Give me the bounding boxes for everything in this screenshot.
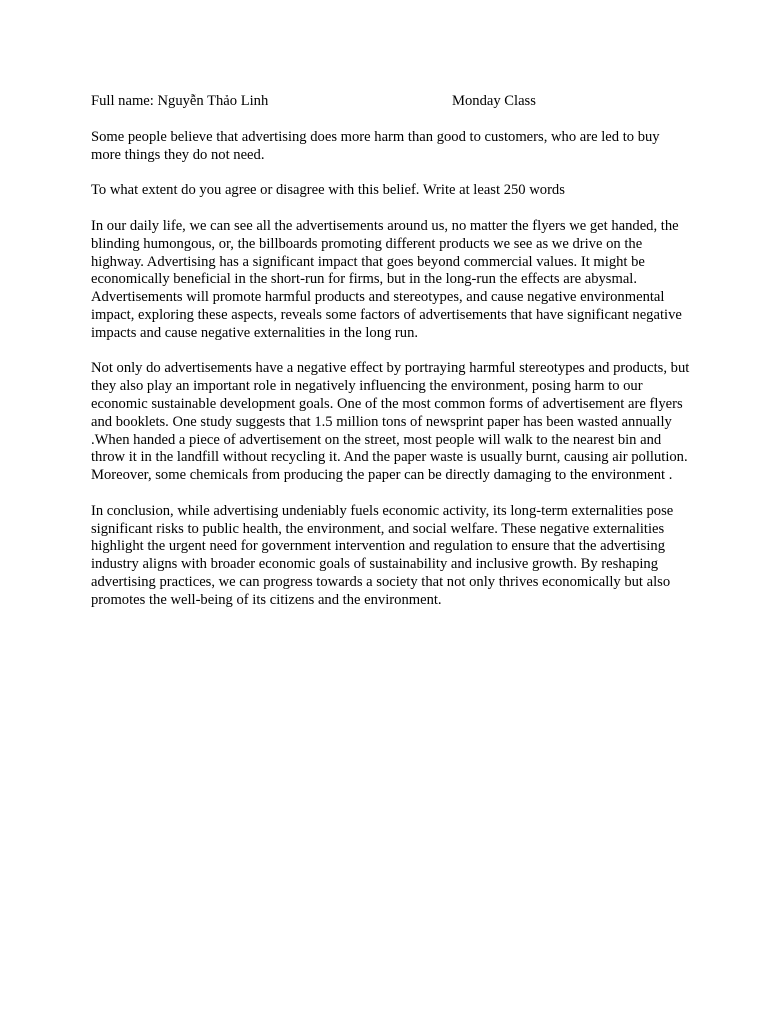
full-name: Full name: Nguyễn Thảo Linh bbox=[91, 93, 269, 109]
class-label: Monday Class bbox=[452, 93, 536, 109]
prompt-statement: Some people believe that advertising does more harm than good to customers, who are led to buy more things they do not need. bbox=[91, 129, 660, 163]
essay-paragraph: Not only do advertisements have a negative effect by portraying harmful stereotypes and products, but they also play an important role in negatively influencing the environment, posing harm to our economic sustainable development goals. One of the most common forms of advertisement are flyers and booklets. One study suggests that 1.5 million tons of newsprint paper has been wasted annually .When handed a piece of advertisement on the street, most people will walk to the nearest bin and throw it in the landfill without recycling it. And the paper waste is usually burnt, causing air pollution. Moreover, some chemicals from producing the paper can be directly damaging to the environment . bbox=[91, 360, 690, 484]
prompt-question: To what extent do you agree or disagree with this belief. Write at least 250 words bbox=[91, 182, 565, 199]
header-line bbox=[91, 93, 691, 111]
document-body bbox=[91, 93, 691, 627]
essay-paragraph: In conclusion, while advertising undeniably fuels economic activity, its long-term externalities pose significant risks to public health, the environment, and social welfare. These negative externalities highlight the urgent need for government intervention and regulation to ensure that the advertising industry aligns with broader economic goals of sustainability and inclusive growth. By reshaping advertising practices, we can progress towards a society that not only thrives economically but also promotes the well-being of its citizens and the environment. bbox=[91, 502, 674, 608]
essay-paragraph: In our daily life, we can see all the advertisements around us, no matter the flyers we get handed, the blinding humongous, or, the billboards promoting different products we see as we drive on the highway. Advertising has a significant impact that goes beyond commercial values. It might be economically beneficial in the short-run for firms, but in the long-run the effects are abysmal. Advertisements will promote harmful products and stereotypes, and cause negative environmental impact, exploring these aspects, reveals some factors of advertisements that have significant negative impacts and cause negative externalities in the long run. bbox=[91, 217, 682, 341]
